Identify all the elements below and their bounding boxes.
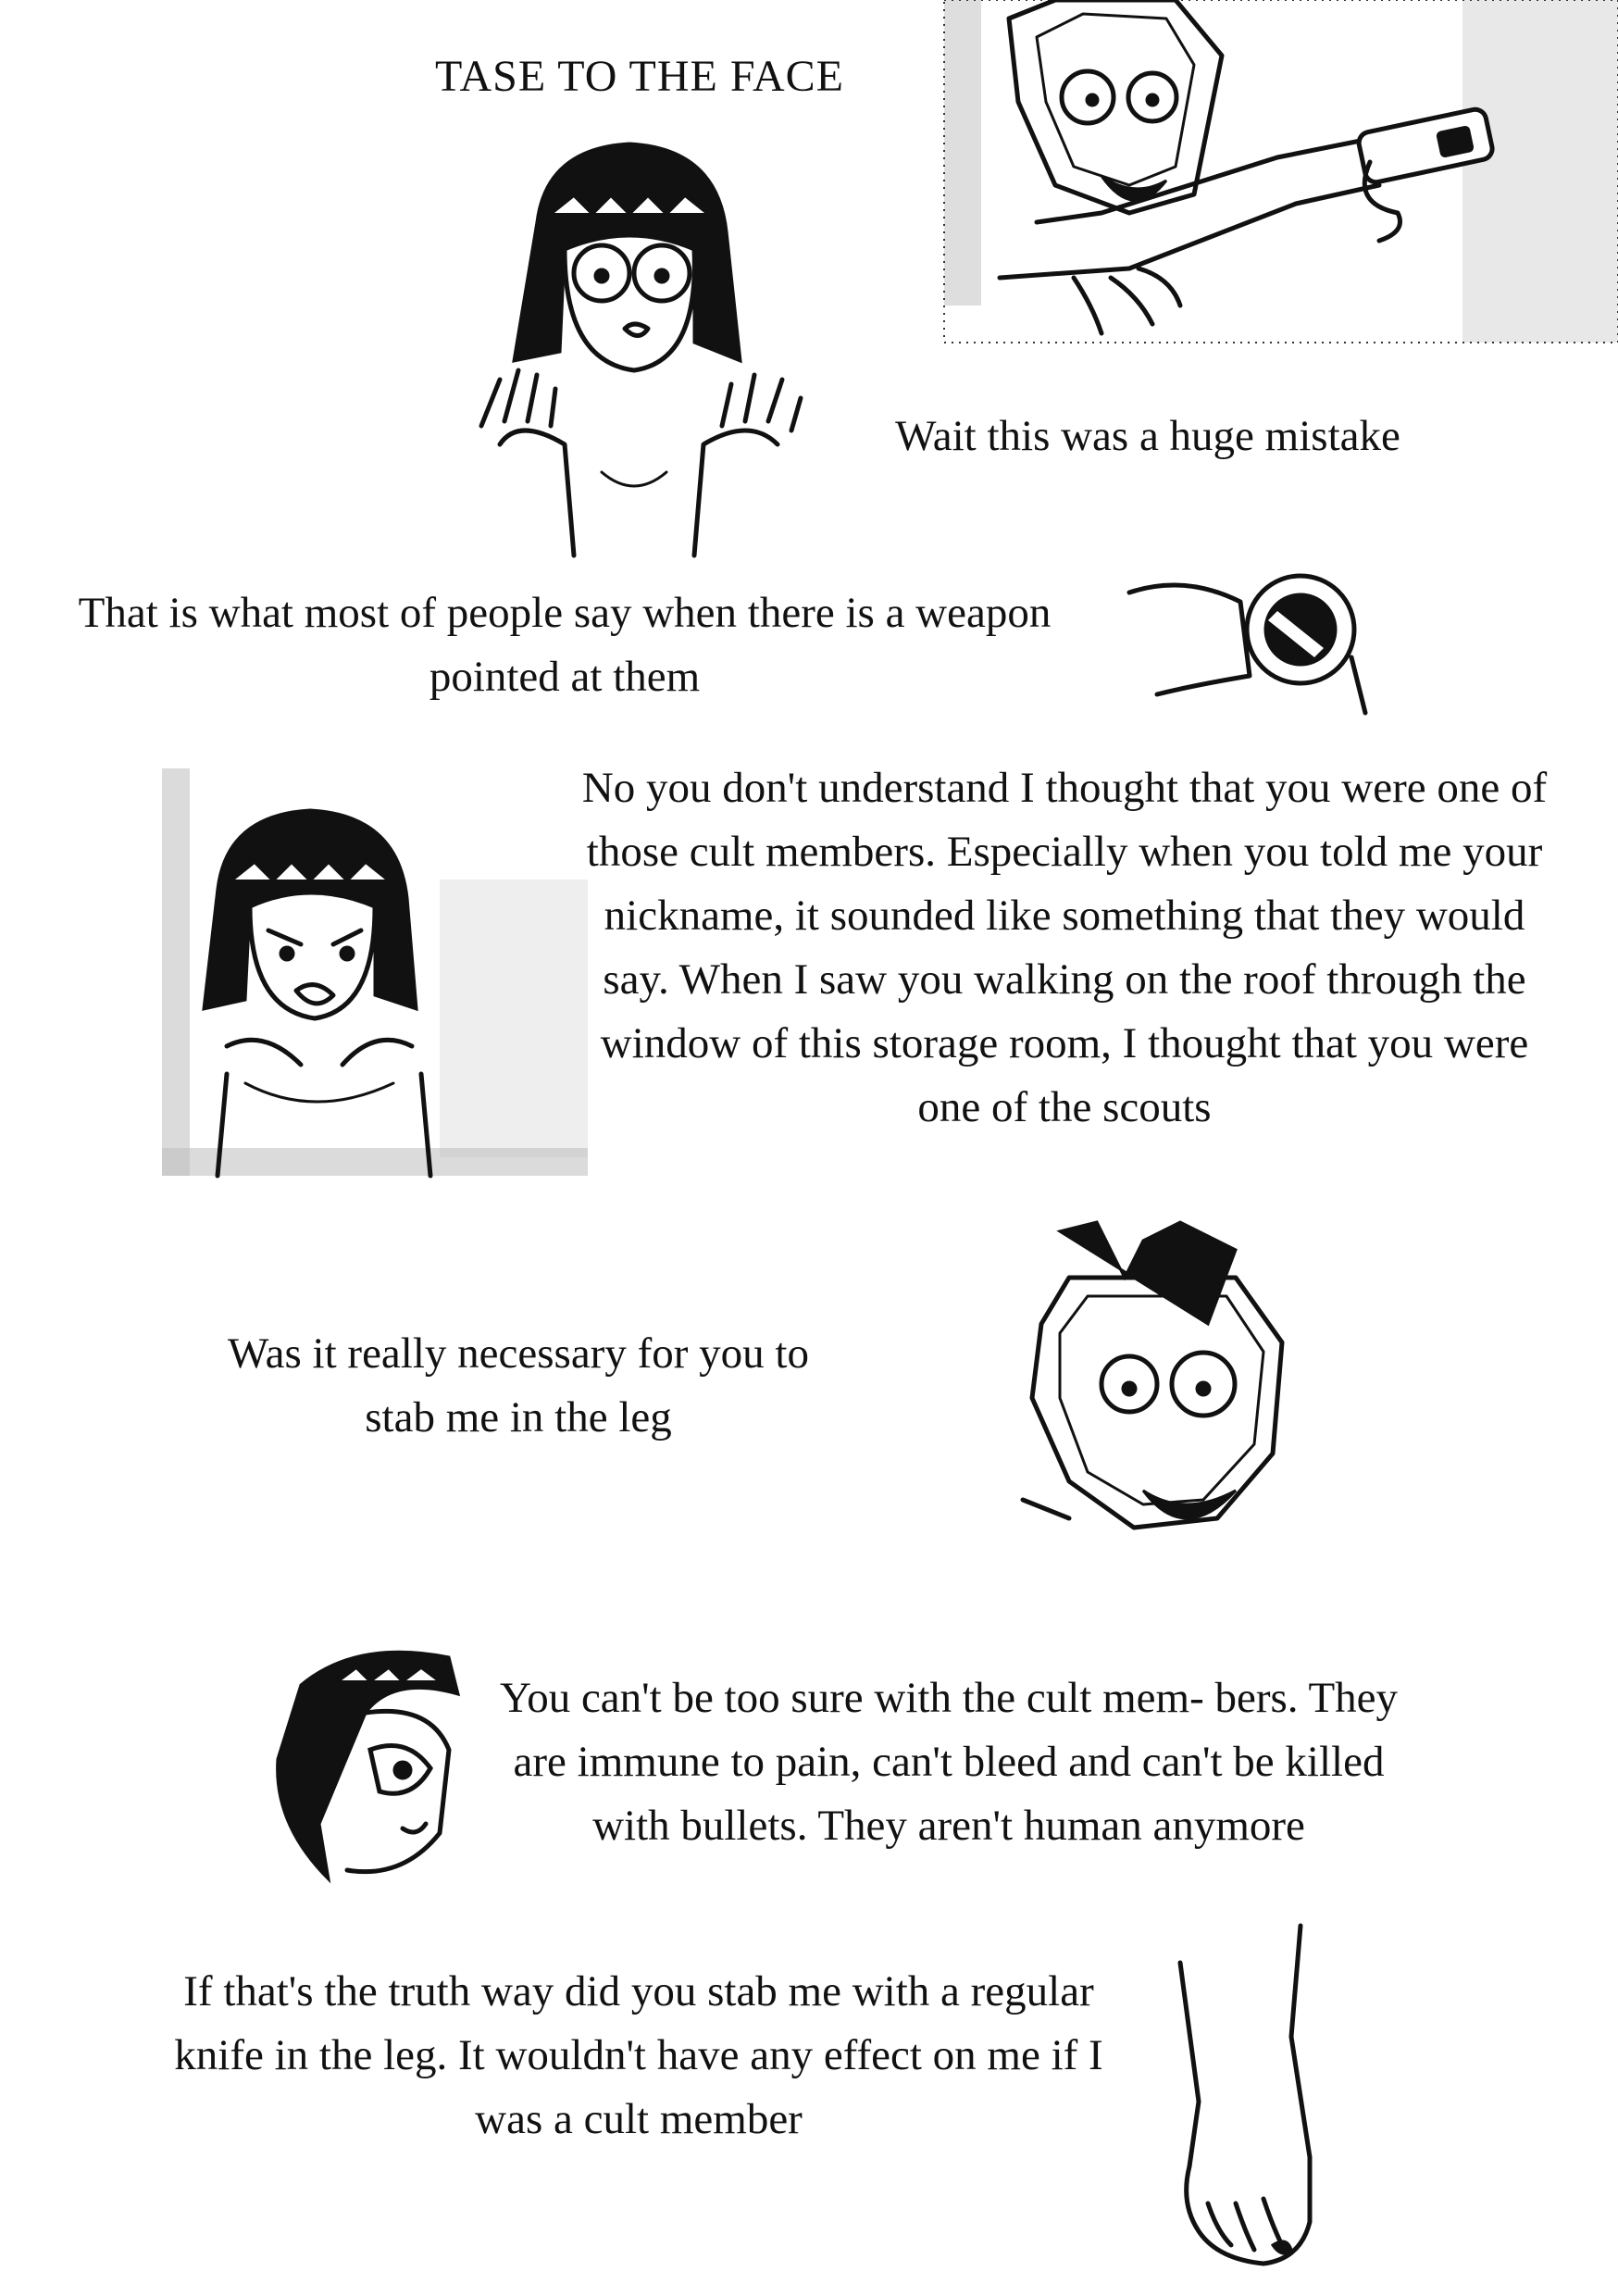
masked-figure-taser-illustration <box>944 0 1618 343</box>
taser-closeup-illustration <box>1129 555 1388 722</box>
girl-goggles-hands-up-illustration <box>463 139 815 555</box>
dialogue-line-5: You can't be too sure with the cult mem- bers. They are immune to pain, can't bleed and can't be killed with bullets. They aren't human anymore <box>499 1674 1399 1850</box>
angry-girl-portrait-illustration <box>162 768 588 1176</box>
dialogue-line-2: That is what most of people say when there is a weapon pointed at them <box>78 589 1052 701</box>
page-title: TASE TO THE FACE <box>435 52 844 101</box>
dialogue-line-6: If that's the truth way did you stab me with a regular knife in the leg. It wouldn't have any effect on me if I was a cult member <box>174 1967 1103 2143</box>
dialogue-line-3: No you don't understand I thought that you were one of those cult members. Especially when you told me your nickname, it sounded like something that they would say. When I saw you walking on the roof through the window of this storage room, I thought that you were one of the scouts <box>581 764 1548 1131</box>
girl-closeup-side-face-illustration <box>264 1639 477 1889</box>
surprised-masked-figure-illustration <box>1004 1222 1310 1555</box>
dialogue-line-4: Was it really necessary for you to stab me in the leg <box>228 1329 809 1441</box>
bare-foot-illustration <box>1162 1926 1338 2277</box>
dialogue-line-1: Wait this was a huge mistake <box>895 412 1400 460</box>
